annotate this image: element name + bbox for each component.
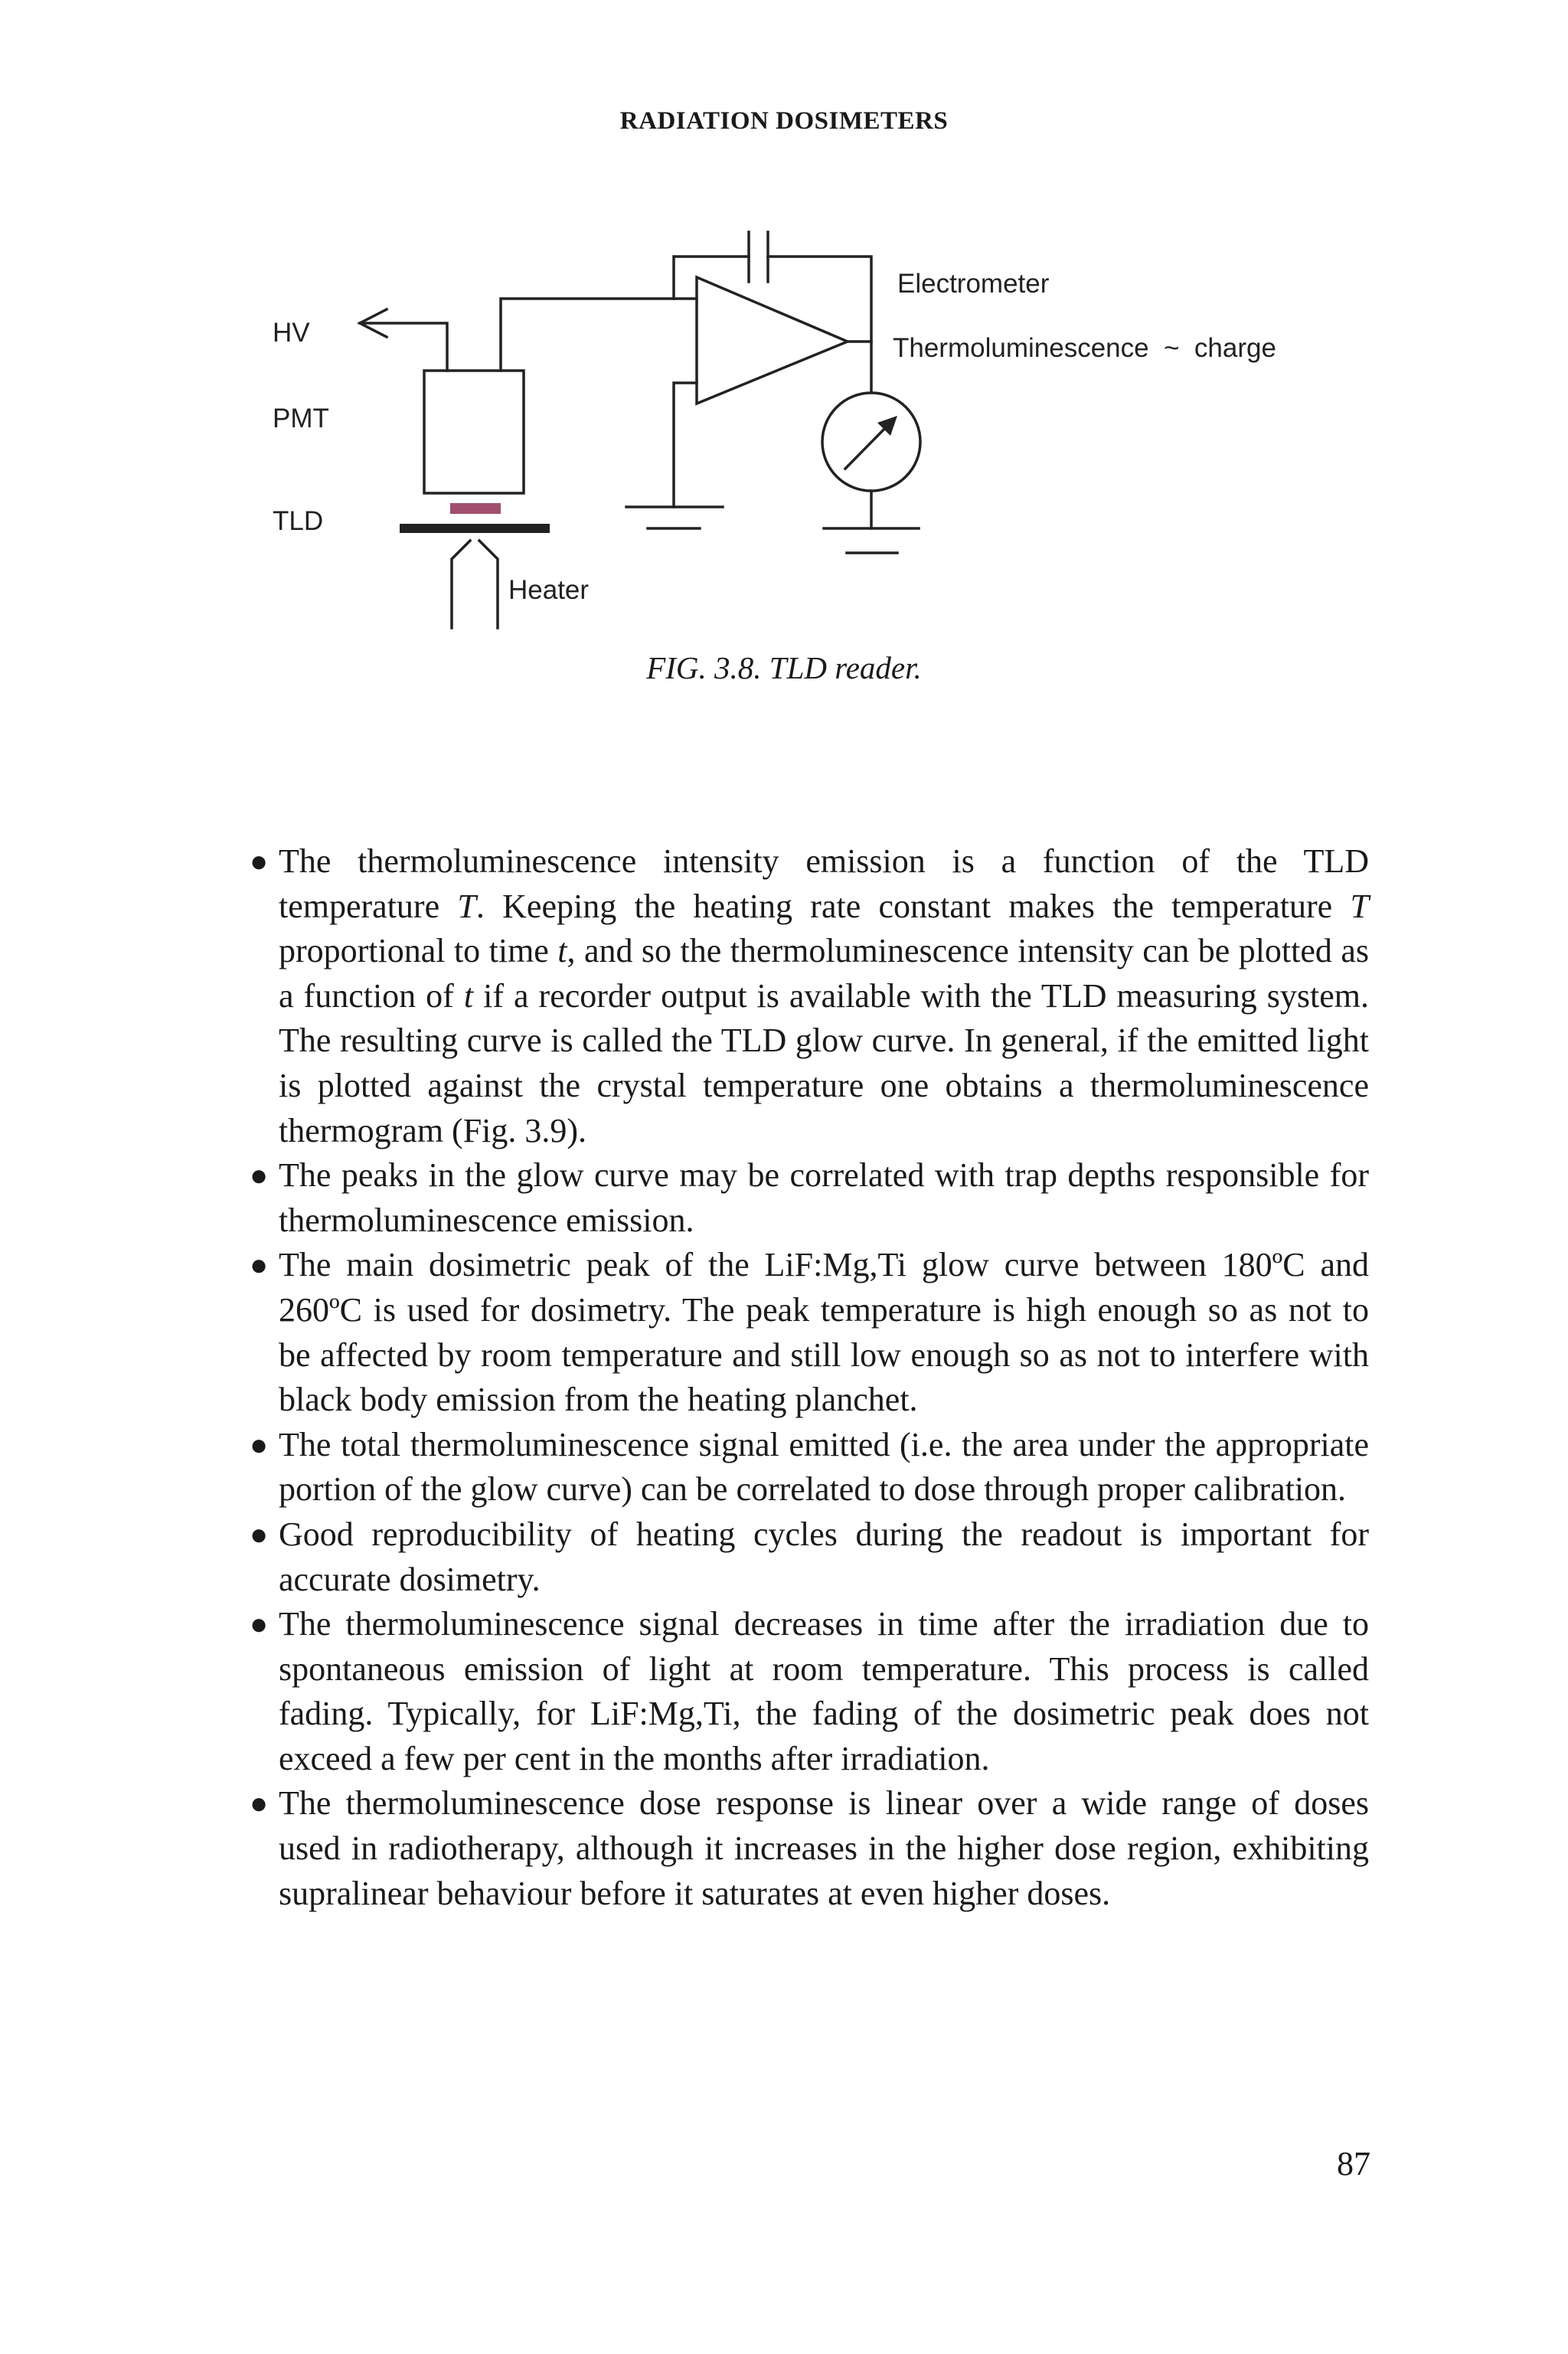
bullet-item (250, 1423, 1369, 1512)
heater-label: Heater (508, 575, 590, 605)
bullet-item (250, 1512, 1369, 1602)
pmt-signal-wire (501, 299, 697, 371)
page-number: 87 (1337, 2145, 1370, 2182)
bullet-text: if a recorder output is available with the TLD measuring system. The resulting curve is called the TLD glow curve. In general, if the emitted light is plotted against the crystal temperature one obtains a thermoluminescence thermogram (Fig. 3.9). (279, 976, 1370, 1149)
bullet-item (250, 1602, 1369, 1781)
meter-needle (845, 423, 890, 469)
bullet-text: Good reproducibility of heating cycles during the readout is important for accurate dosimetry. (279, 1515, 1369, 1598)
bullet-item (250, 1781, 1369, 1916)
tld-reader-figure (0, 0, 1568, 689)
thermoluminescence-charge-label: Thermoluminescence ~ charge (893, 333, 1276, 363)
tld-chip (450, 503, 501, 514)
feedback-wire-left (674, 257, 749, 299)
bullet-text: The thermoluminescence intensity emission is a function of the TLD temperature (279, 842, 1369, 925)
amplifier-triangle (697, 277, 848, 404)
bullet-text: The main dosimetric peak of the LiF:Mg,Ti glow curve between 180ºC and 260ºC is used for dosimetry. The peak temperature is high enough so as not to be affected by room temperature and still low enough so as not to interfere with black body emission from the heating planchet. (279, 1246, 1369, 1419)
italic-symbol: T (1350, 887, 1369, 925)
pmt-label: PMT (273, 404, 329, 433)
italic-symbol: t (463, 976, 474, 1015)
heating-planchet (400, 524, 550, 533)
bullet-text: The thermoluminescence signal decreases in time after the irradiation due to spontaneous emission of light at room temperature. This process is called fading. Typically, for LiF:Mg,Ti, the fading of the dosimetric peak does not exceed a few per cent in the months after irradiation. (279, 1605, 1369, 1777)
italic-symbol: t (557, 932, 567, 970)
tld-reader-diagram (0, 0, 1568, 689)
bullet-text: The peaks in the glow curve may be correlated with trap depths responsible for thermoluminescence emission. (279, 1156, 1369, 1239)
bullet-text: , and so the thermoluminescence intensity can be plotted as a function of (279, 932, 1369, 1015)
bullet-dot-icon: ● (250, 844, 269, 878)
hv-label: HV (273, 318, 310, 348)
bullet-dot-icon: ● (250, 1158, 269, 1193)
running-header: RADIATION DOSIMETERS (619, 107, 949, 135)
bullet-text: The thermoluminescence dose response is linear over a wide range of doses used in radiotherapy, although it increases in the higher dose region, exhibiting supralinear behaviour before it saturates at even higher doses. (279, 1784, 1369, 1912)
bullet-dot-icon: ● (250, 1516, 269, 1551)
bullet-text: proportional to time (279, 932, 558, 970)
bullet-item (250, 1243, 1369, 1422)
bullet-item (250, 1153, 1369, 1243)
bullet-dot-icon: ● (250, 1427, 269, 1462)
circuit-wires (360, 232, 920, 628)
italic-symbol: T (457, 887, 476, 925)
bullet-dot-icon: ● (250, 1786, 269, 1821)
bullet-dot-icon: ● (250, 1247, 269, 1283)
heater-right-wire (479, 541, 498, 628)
heater-left-wire (452, 541, 470, 628)
tld-label: TLD (273, 506, 324, 536)
pmt-box (424, 371, 524, 493)
bullet-item (250, 839, 1369, 1153)
figure-caption: FIG. 3.8. TLD reader. (646, 650, 922, 685)
bullet-list (250, 839, 1369, 1916)
amp-ground-wire (674, 383, 697, 507)
electrometer-label: Electrometer (897, 269, 1050, 299)
bullet-dot-icon: ● (250, 1607, 269, 1642)
bullet-text: The total thermoluminescence signal emitted (i.e. the area under the appropriate portion of the glow curve) can be correlated to dose through proper calibration. (279, 1425, 1369, 1509)
bullet-text: . Keeping the heating rate constant makes the temperature (475, 887, 1351, 925)
